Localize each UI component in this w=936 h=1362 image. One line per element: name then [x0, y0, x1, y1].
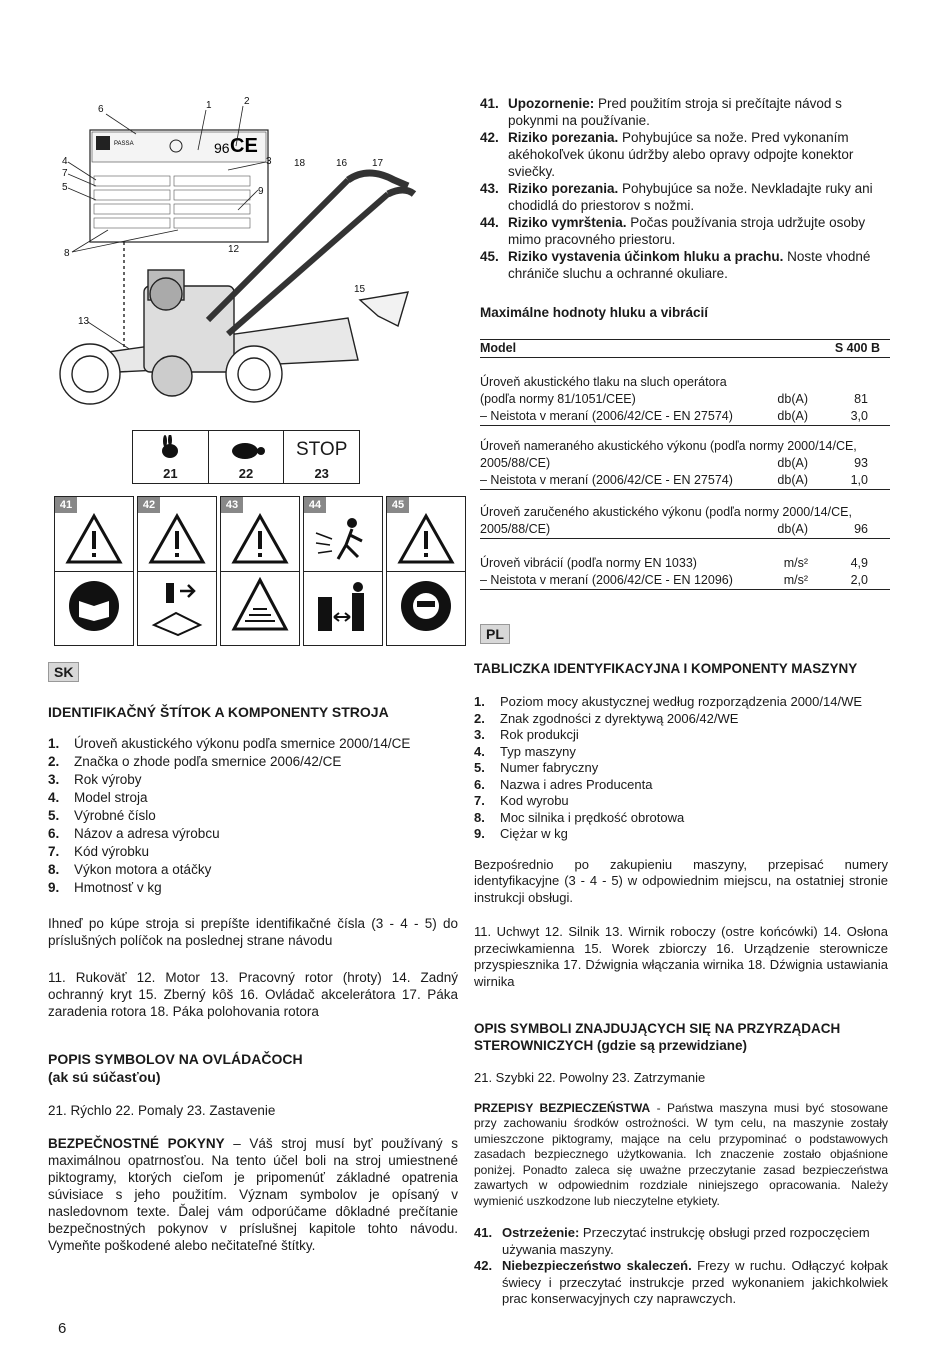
list-item: 5. Výrobné číslo	[48, 808, 156, 823]
pl-heading: TABLICZKA IDENTYFIKACYJNA I KOMPONENTY MASZYNY	[474, 661, 858, 676]
symbol-fast	[133, 431, 209, 483]
pl-section	[474, 660, 888, 1308]
list-item: 41. Upozornenie: Pred použitím stroja si prečítajte návod s pokynmi na používanie.	[480, 96, 842, 128]
warning-43-tag: 43	[221, 497, 243, 513]
list-item: 2. Znak zgodności z dyrektywą 2006/42/WE	[474, 710, 739, 726]
callout-16: 16	[336, 158, 348, 169]
callout-4: 4	[62, 156, 68, 167]
callout-15: 15	[354, 284, 366, 295]
control-symbols	[132, 430, 360, 484]
table-row: Úroveň vibrácií (podľa normy EN 1033) m/s² 4,9	[480, 556, 868, 570]
callout-6: 6	[98, 104, 104, 115]
callout-17: 17	[372, 158, 384, 169]
list-item: 7. Kod wyrobu	[474, 793, 569, 808]
warning-44	[303, 496, 383, 646]
language-tag-pl: PL	[480, 624, 510, 644]
warning-45-tag: 45	[387, 497, 409, 513]
list-item: 9. Hmotnosť v kg	[48, 880, 162, 895]
list-item: 45. Riziko vystavenia účinkom hluku a prachu. Noste vhodné chrániče sluchu a ochranné okuliare.	[480, 249, 871, 281]
callout-18: 18	[294, 158, 306, 169]
ce-mark: CE	[230, 135, 258, 157]
sk-para-components: 11. Rukoväť 12. Motor 13. Pracovný rotor (hroty) 14. Zadný ochranný kryt 15. Zberný kôš 16. Ovládač akcelerátora 17. Páka zaradenia rotora 18. Páka polohovania rotora	[48, 970, 458, 1019]
rabbit-icon	[155, 435, 185, 461]
symbol-21-label: 21	[163, 466, 178, 481]
callout-2: 2	[244, 96, 250, 107]
noise-table	[480, 339, 890, 590]
symbol-23-label: 23	[314, 466, 329, 481]
sk-warning-list	[480, 95, 890, 282]
callout-12: 12	[228, 244, 240, 255]
warning-41-tag: 41	[55, 497, 77, 513]
list-item: 2. Značka o zhode podľa smernice 2006/42/CE	[48, 754, 342, 769]
warning-pictograms	[54, 496, 466, 644]
keep-distance-icon	[312, 577, 374, 637]
scarifier-drawing	[48, 90, 468, 430]
callout-9: 9	[258, 186, 264, 197]
callout-3: 3	[266, 156, 272, 167]
list-item: 3. Rok produkcji	[474, 727, 579, 742]
list-item: 3. Rok výroby	[48, 772, 142, 787]
caution-triangle-icon	[148, 513, 206, 565]
caution-triangle-icon	[231, 513, 289, 565]
list-item: 41. Ostrzeżenie: Przeczytać instrukcję obsługi przed rozpoczęciem używania maszyny.	[474, 1225, 870, 1257]
list-item: 1. Poziom mocy akustycznej według rozporządzenia 2000/14/WE	[474, 694, 863, 709]
noise-block-title: Úroveň zaručeného akustického výkonu (podľa normy 2000/14/CE,	[480, 505, 852, 519]
pl-para-id: Bezpośrednio po zakupieniu maszyny, przepisać numery identyfikacyjne (3 - 4 - 5) w odpowiednim miejscu, na ostatniej stronie instrukcji obsługi.	[474, 856, 888, 905]
sk-id-list	[48, 735, 458, 897]
list-item: 44. Riziko vymrštenia. Počas používania stroja udržujte osoby mimo pracovného priestoru.	[480, 215, 866, 247]
plate-power: 96	[214, 140, 230, 156]
page-number: 6	[58, 1320, 67, 1337]
sk-heading-symbols-sub: (ak sú súčasťou)	[48, 1069, 161, 1085]
read-manual-icon	[67, 579, 121, 633]
disconnect-spark-plug-icon	[146, 577, 208, 637]
warning-45	[386, 496, 466, 646]
list-item: 42. Niebezpieczeństwo skaleczeń. Frezy w ruchu. Odłączyć kołpak świecy i przeczytać instrukcje przed wykonaniem jakichkolwiek prac konserwacyjnych czy naprawczych.	[474, 1258, 888, 1306]
noise-block-title: Úroveň akustického tlaku na sluch operátora	[480, 375, 727, 389]
sk-heading-symbols: POPIS SYMBOLOV NA OVLÁDAČOCH	[48, 1051, 303, 1067]
list-item: 6. Nazwa i adres Producenta	[474, 776, 653, 792]
table-row: 2005/88/CE) db(A) 96	[480, 522, 868, 536]
callout-13: 13	[78, 316, 90, 327]
callout-8: 8	[64, 248, 70, 259]
thrown-objects-icon	[312, 513, 374, 567]
pl-safety: PRZEPISY BEZPIECZEŃSTWA - Państwa maszyna musi być stosowane przy zachowaniu środków ostrożności. W tym celu, na maszynie zostały umieszczone piktogramy, mające na celu przypominać o podstawowych zasadach bezpiecznego użytkowania. Ich znaczenie zostało objaśnione poniżej. Ponadto zaleca się uważne przeczytanie zasad bezpieczeństwa zawartych w odpowiednim rozdziale niniejszego opracowania. Należy wymienić uszkodzone lub nieczytelne etykiety.	[474, 1100, 888, 1208]
list-item: 1. Úroveň akustického výkonu podľa smernice 2000/14/CE	[48, 736, 411, 751]
callout-1: 1	[206, 100, 212, 111]
blade-hazard-icon	[231, 577, 289, 635]
sk-heading: IDENTIFIKAČNÝ ŠTÍTOK A KOMPONENTY STROJA	[48, 704, 389, 720]
table-row: – Neistota v meraní (2006/42/CE - EN 27574) db(A) 3,0	[480, 409, 868, 423]
list-item: 7. Kód výrobku	[48, 844, 150, 859]
list-item: 5. Numer fabryczny	[474, 760, 599, 775]
table-row: Model S 400 B	[480, 341, 880, 355]
list-item: 43. Riziko porezania. Pohybujúce sa nože. Nevkladajte ruky ani chodidlá do priestorov s nožmi.	[480, 181, 873, 213]
stop-label: STOP	[295, 439, 348, 460]
symbol-slow	[209, 431, 285, 483]
symbol-22-label: 22	[238, 466, 254, 481]
warning-42	[137, 496, 217, 646]
noise-heading: Maximálne hodnoty hluku a vibrácií	[480, 305, 709, 320]
caution-triangle-icon	[65, 513, 123, 565]
noise-block-title: Úroveň nameraného akustického výkonu (podľa normy 2000/14/CE,	[480, 439, 857, 453]
warning-43	[220, 496, 300, 646]
symbol-stop	[284, 431, 359, 483]
pl-symbols-line: 21. Szybki 22. Powolny 23. Zatrzymanie	[474, 1070, 706, 1085]
sk-para-id: Ihneď po kúpe stroja si prepíšte identifikačné čísla (3 - 4 - 5) do príslušných políčok na poslednej strane návodu	[48, 916, 458, 948]
language-tag-sk: SK	[48, 662, 79, 682]
warning-42-tag: 42	[138, 497, 160, 513]
pl-id-list	[474, 694, 888, 843]
callout-5: 5	[62, 182, 68, 193]
table-row: – Neistota v meraní (2006/42/CE - EN 27574) db(A) 1,0	[480, 473, 868, 487]
list-item: 4. Model stroja	[48, 790, 148, 805]
turtle-icon	[227, 439, 267, 461]
table-row: – Neistota v meraní (2006/42/CE - EN 12096) m/s² 2,0	[480, 573, 868, 587]
pl-heading-symbols-sub: STEROWNICZYCH (gdzie są przewidziane)	[474, 1038, 748, 1053]
pl-para-components: 11. Uchwyt 12. Silnik 13. Wirnik roboczy (ostre końcówki) 14. Osłona przeciwkamienna 15. Worek zbiorczy 16. Urządzenie sterownicze przyspiesznika 17. Dźwignia włączania wirnika 18. Dźwignia ustawiania wirnika	[474, 924, 888, 989]
table-row: (podľa normy 81/1051/CEE) db(A) 81	[480, 392, 868, 406]
table-row: 2005/88/CE) db(A) 93	[480, 456, 868, 470]
list-item: 8. Moc silnika i prędkość obrotowa	[474, 809, 685, 825]
list-item: 6. Názov a adresa výrobcu	[48, 826, 220, 841]
caution-triangle-icon	[397, 513, 455, 565]
warning-44-tag: 44	[304, 497, 326, 513]
list-item: 42. Riziko porezania. Pohybujúce sa nože. Pred vykonaním akéhokoľvek úkonu údržby alebo opravy odpojte konektor sviečky.	[480, 130, 854, 179]
list-item: 8. Výkon motora a otáčky	[48, 862, 212, 877]
pl-heading-symbols: OPIS SYMBOLI ZNAJDUJĄCYCH SIĘ NA PRZYRZĄDACH	[474, 1021, 841, 1036]
sk-section	[48, 703, 458, 1254]
warning-41	[54, 496, 134, 646]
plate-brand: PASSA	[114, 141, 134, 147]
sk-safety: BEZPEČNOSTNÉ POKYNY – Váš stroj musí byť používaný s maximálnou opatrnosťou. Na tento účel boli na stroj umiestnené piktogramy, ktorých cieľom je pripomenúť základné opatrenia súvisiace s jeho použitím. Význam symbolov je opísaný v nasledovnom texte. Ďalej vám odporúčame dôkladné prečítanie bezpečnostných pokynov v príslušnej kapitole tohto návodu. Vymeňte poškodené alebo nečitateľné štítky.	[48, 1136, 458, 1253]
list-item: 4. Typ maszyny	[474, 743, 576, 759]
sk-symbols-line: 21. Rýchlo 22. Pomaly 23. Zastavenie	[48, 1103, 276, 1118]
ear-eye-protection-icon	[399, 579, 453, 633]
callout-7: 7	[62, 168, 68, 179]
list-item: 9. Ciężar w kg	[474, 826, 568, 841]
